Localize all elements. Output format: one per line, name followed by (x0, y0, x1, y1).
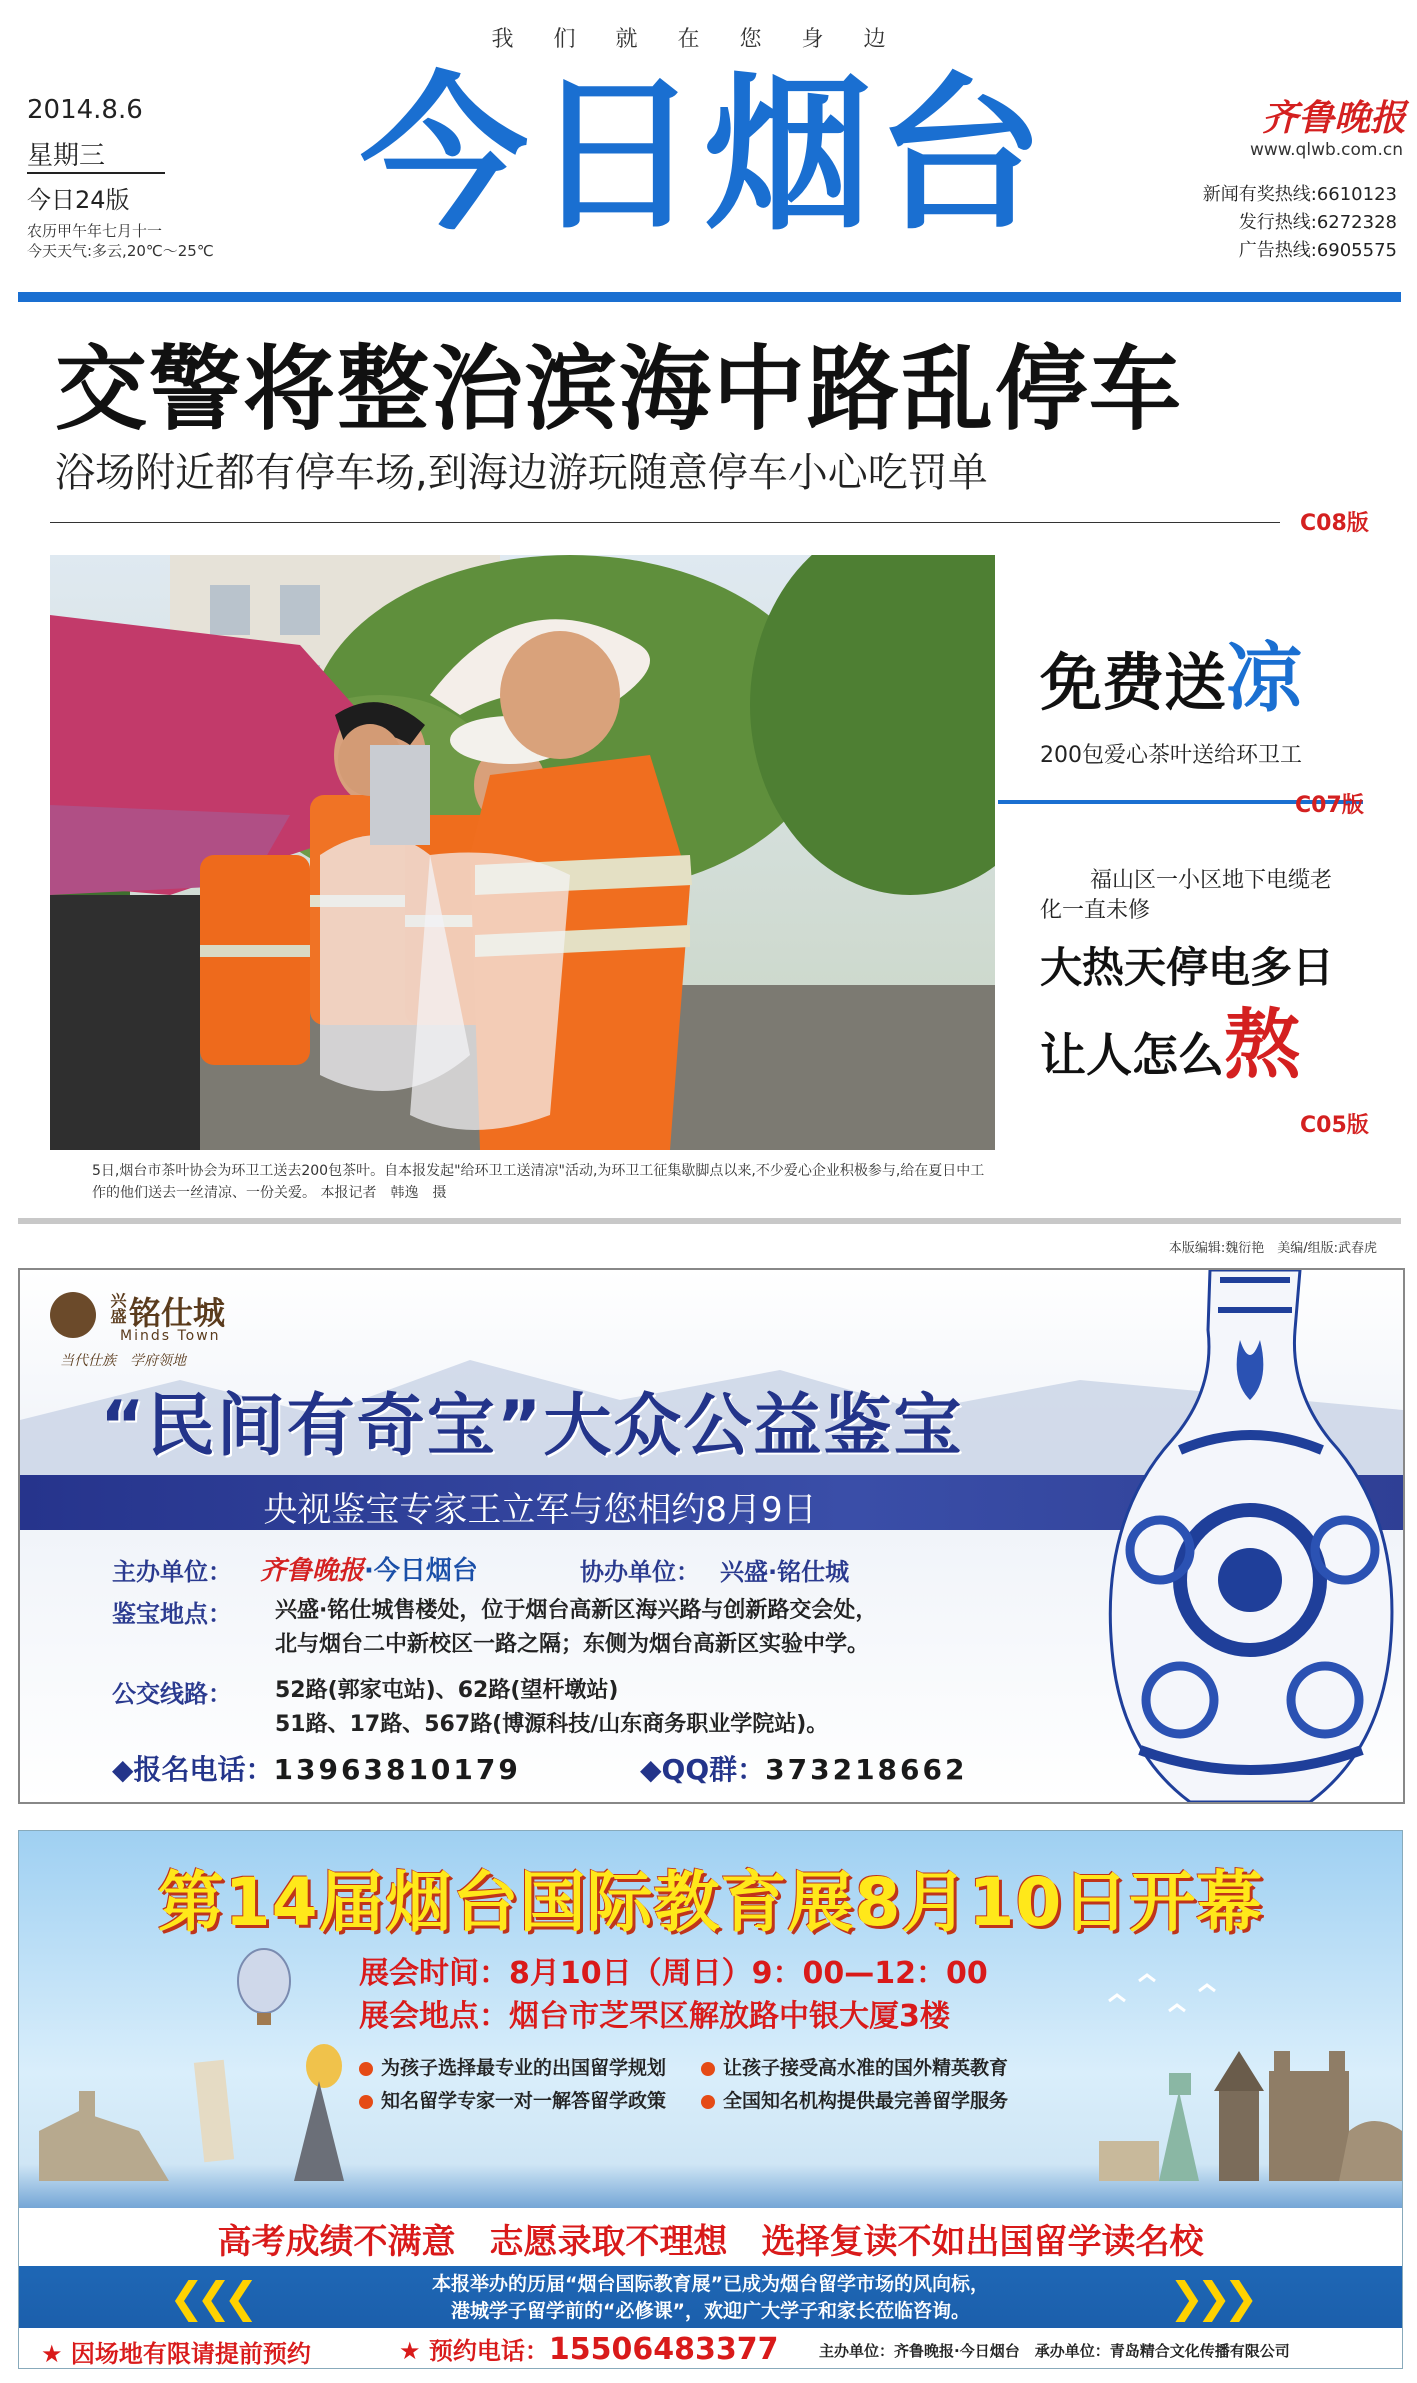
bus-label: 公交线路： (112, 1680, 232, 1708)
porcelain-vase-image (1100, 1270, 1403, 1802)
story-power-title-line1[interactable]: 大热天停电多日 (1040, 943, 1335, 992)
partner-url[interactable]: www.qlwb.com.cn (1250, 140, 1403, 160)
education-expo-ad[interactable] (18, 1830, 1403, 2369)
story-power-title-line2[interactable] (1040, 1000, 1300, 1095)
story-cool-title-highlight: 凉 (1226, 633, 1303, 722)
section-rule (18, 1218, 1401, 1224)
issue-date: 2014.8.6 (27, 95, 143, 125)
signup-phone[interactable] (112, 1748, 521, 1788)
bullet-dot-icon (701, 2095, 715, 2109)
brand-english: Minds Town (120, 1328, 221, 1344)
lead-subheadline: 浴场附近都有停车场,到海边游玩随意停车小心吃罚单 (55, 450, 988, 496)
photo-caption: 5日,烟台市茶叶协会为环卫工送去200包茶叶。自本报发起"给环卫工送清凉"活动,为环卫工征集歇脚点以来,不少爱心企业积极参与,给在夏日中工作的他们送去一丝清凉、一份关爱。 本报记者 韩逸 摄 (92, 1163, 985, 1201)
arrows-right-icon: ❯❯❯ (1169, 2273, 1251, 2322)
expo-bullet-1-text: 为孩子选择最专业的出国留学规划 (381, 2057, 667, 2079)
story-power-title-text: 让人怎么 (1040, 1028, 1224, 1082)
expo-bullet-2-text: 让孩子接受高水准的国外精英教育 (723, 2057, 1009, 2079)
expo-description-line2: 港城学子留学前的“必修课”，欢迎广大学子和家长莅临咨询。 (451, 2300, 970, 2322)
expo-place: 展会地点：烟台市芝罘区解放路中银大厦3楼 (359, 1999, 950, 2034)
story-power-page-ref[interactable]: C05版 (1300, 1113, 1369, 1138)
sanitation-workers-photo (50, 555, 995, 1150)
lead-photo (50, 555, 995, 1150)
expo-reservation-note: ★ 因场地有限请提前预约 (41, 2340, 311, 2368)
partner-logo: 齐鲁晚报 (1262, 98, 1407, 139)
expo-bullet-4 (701, 2086, 1008, 2113)
story-power-lead: 福山区一小区地下电缆老化一直未修 (1040, 868, 1333, 923)
story-cool-subtitle: 200包爱心茶叶送给环卫工 (1040, 743, 1302, 768)
expo-bullet-3-text: 知名留学专家一对一解答留学政策 (381, 2090, 667, 2112)
news-hotline: 新闻有奖热线:6610123 (1202, 184, 1397, 205)
bullet-dot-icon (359, 2095, 373, 2109)
headline-rule (50, 522, 1280, 523)
expo-time: 展会时间：8月10日（周日）9：00—12：00 (359, 1956, 988, 1991)
qq-group-label: ◆QQ群： (640, 1753, 766, 1786)
place-value-line1: 兴盛·铭仕城售楼处，位于烟台高新区海兴路与创新路交会处， (275, 1598, 878, 1623)
signup-phone-value: 13963810179 (273, 1753, 521, 1786)
appraisal-ad[interactable] (18, 1268, 1405, 1804)
page-credits: 本版编辑:魏衍艳 美编/组版:武春虎 (1168, 1241, 1377, 1256)
host-value-jrty: 今日烟台 (373, 1556, 478, 1586)
qq-group-value: 373218662 (765, 1753, 968, 1786)
masthead-rule (18, 292, 1401, 302)
appraisal-title: “民间有奇宝”大众公益鉴宝 (100, 1387, 964, 1466)
edition-count: 今日24版 (27, 186, 130, 214)
lead-headline[interactable]: 交警将整治滨海中路乱停车 (55, 336, 1184, 443)
arrows-left-icon: ❮❮❮ (169, 2273, 251, 2322)
bus-value-line2: 51路、17路、567路(博源科技/山东商务职业学院站)。 (275, 1712, 829, 1737)
bullet-dot-icon (701, 2062, 715, 2076)
host-label: 主办单位： (112, 1558, 232, 1586)
host-value-qilu: 齐鲁晚报 (260, 1556, 365, 1586)
expo-phone-value: 15506483377 (548, 2332, 779, 2367)
weather-info: 今天天气:多云,20℃～25℃ (27, 242, 214, 260)
expo-description-line1: 本报举办的历届“烟台国际教育展”已成为烟台留学市场的风向标， (432, 2273, 989, 2295)
co-host-label: 协办单位： (580, 1558, 700, 1586)
expo-phone-label: ★ 预约电话： (399, 2337, 549, 2365)
newspaper-title: 今日烟台 (360, 57, 1048, 253)
brand-tagline: 当代仕族 学府领地 (60, 1353, 186, 1369)
masthead-slogan: 我们就在您身边 (491, 27, 926, 52)
story-cool-title[interactable] (1040, 633, 1303, 722)
signup-phone-label: ◆报名电话： (112, 1753, 274, 1786)
expo-bullet-4-text: 全国知名机构提供最完善留学服务 (723, 2090, 1009, 2112)
lead-page-ref[interactable]: C08版 (1300, 511, 1369, 536)
delivery-hotline: 发行热线:6272328 (1238, 212, 1397, 233)
expo-slogan: 高考成绩不满意 志愿录取不理想 选择复读不如出国留学读名校 (217, 2222, 1204, 2262)
brand-emblem-icon (50, 1292, 96, 1338)
place-label: 鉴宝地点： (112, 1600, 232, 1628)
expo-bullet-1 (359, 2053, 666, 2080)
co-host-value: 兴盛·铭仕城 (720, 1558, 850, 1586)
bullet-dot-icon (359, 2062, 373, 2076)
brand-prefix: 兴盛 (108, 1292, 127, 1324)
place-value-line2: 北与烟台二中新校区一路之隔；东侧为烟台高新区实验中学。 (275, 1632, 870, 1657)
expo-reservation-phone[interactable] (399, 2331, 779, 2367)
expo-title: 第14届烟台国际教育展8月10日开幕 (157, 1864, 1264, 1941)
appraisal-band-text: 央视鉴宝专家王立军与您相约8月9日 (263, 1490, 817, 1530)
story-cool-title-text: 免费送 (1040, 646, 1227, 719)
expo-organizers: 主办单位：齐鲁晚报·今日烟台 承办单位：青岛精合文化传播有限公司 (819, 2342, 1290, 2360)
brand-main: 铭仕城 (129, 1294, 226, 1332)
expo-bullet-2 (701, 2053, 1008, 2080)
story-power-title-highlight: 熬 (1224, 1000, 1300, 1089)
lunar-date: 农历甲午年七月十一 (27, 222, 163, 240)
host-value: 齐鲁晚报·今日烟台 (260, 1556, 478, 1586)
bus-value-line1: 52路(郭家屯站)、62路(望杆墩站) (275, 1678, 619, 1703)
story-cool-page-ref[interactable]: C07版 (1295, 793, 1364, 818)
expo-bullet-3 (359, 2086, 666, 2113)
ad-hotline: 广告热线:6905575 (1238, 240, 1397, 261)
qq-group[interactable] (640, 1748, 967, 1788)
issue-weekday: 星期三 (27, 135, 165, 174)
